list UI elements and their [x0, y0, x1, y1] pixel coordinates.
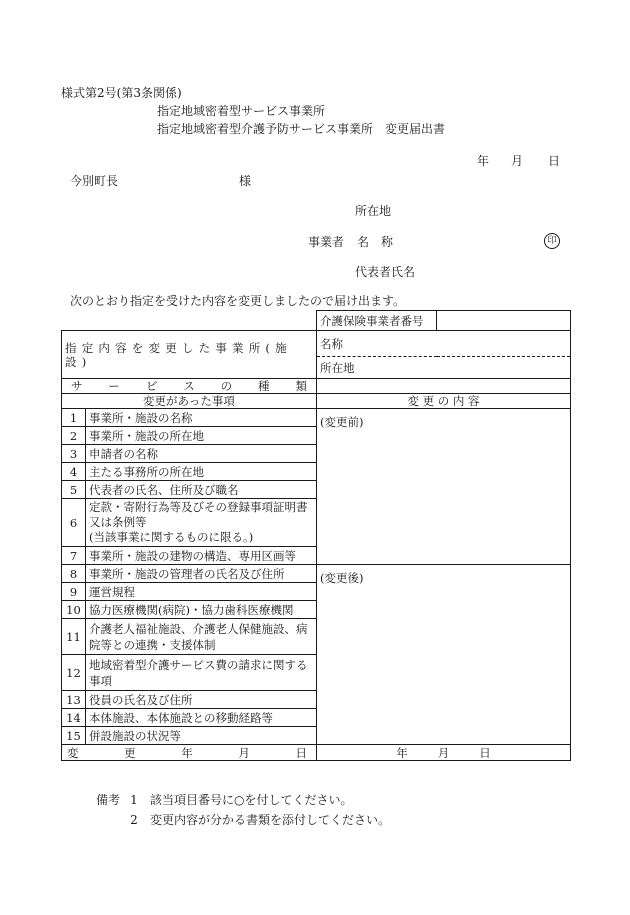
item-number[interactable]: 1 [62, 409, 86, 427]
item-text: 本体施設、本体施設との移動経路等 [86, 709, 317, 727]
item-text: 代表者の氏名、住所及び職名 [86, 481, 317, 499]
item-text: 事業所・施設の建物の構造、専用区画等 [86, 547, 317, 565]
facility-name-label: 名称 [320, 336, 343, 351]
notes-section [96, 790, 390, 830]
item-number[interactable]: 11 [62, 619, 86, 655]
insurance-number-label: 介護保険事業者番号 [317, 311, 437, 331]
item-number[interactable]: 14 [62, 709, 86, 727]
item-number[interactable]: 13 [62, 691, 86, 709]
after-change-label: (変更後) [320, 571, 364, 585]
item-number[interactable]: 9 [62, 583, 86, 601]
note-text: 変更内容が分かる書類を添付してください。 [150, 813, 391, 827]
seal-mark: 印 [544, 233, 560, 249]
addressee-suffix: 様 [239, 174, 252, 188]
date-day: 日 [548, 154, 561, 168]
change-notification-table [61, 310, 571, 761]
item-text: 事業所・施設の名称 [86, 409, 317, 427]
note-number: 2 [130, 813, 138, 827]
changed-items-header: 変更があった事項 [62, 394, 317, 409]
item-text: 役員の氏名及び住所 [86, 691, 317, 709]
item-number[interactable]: 2 [62, 427, 86, 445]
note-text: 該当項目番号に○を付してください。 [150, 793, 353, 807]
item-text: 申請者の名称 [86, 445, 317, 463]
applicant-address-label: 所在地 [355, 204, 392, 218]
note-row [96, 810, 390, 830]
addressee: 今別町長 [70, 174, 119, 188]
change-date-units: 年 月 日 [396, 745, 491, 760]
note-row [96, 790, 390, 810]
item-text: 定款・寄附行為等及びその登録事項証明書又は条例等 (当該事業に関するものに限る。) [86, 499, 317, 547]
applicant-business-label: 事業者 [308, 235, 345, 249]
item-number[interactable]: 5 [62, 481, 86, 499]
item-text: 併設施設の状況等 [86, 727, 317, 745]
item-number[interactable]: 8 [62, 565, 86, 583]
item-text: 事業所・施設の管理者の氏名及び住所 [86, 565, 317, 583]
date-month: 月 [511, 154, 524, 168]
service-type-label-cell [62, 379, 317, 394]
facility-label: 指定内容を変更した事業所(施設) [65, 340, 292, 369]
change-date-label-cell [62, 745, 317, 761]
service-type-label: サ ー ビ ス の 種 類 [71, 379, 307, 393]
item-text: 運営規程 [86, 583, 317, 601]
item-number[interactable]: 6 [62, 499, 86, 547]
item-number[interactable]: 10 [62, 601, 86, 619]
before-change-field[interactable] [317, 409, 571, 565]
before-change-label: (変更前) [320, 415, 364, 429]
item-number[interactable]: 7 [62, 547, 86, 565]
date-year: 年 [477, 154, 490, 168]
item-text: 協力医療機関(病院)・協力歯科医療機関 [86, 601, 317, 619]
facility-address-field[interactable] [317, 357, 571, 379]
applicant-name-label: 名 称 [357, 235, 394, 249]
notes-label: 備考 [96, 793, 121, 807]
item-number[interactable]: 4 [62, 463, 86, 481]
item-text: 地域密着型介護サービス費の請求に関する事項 [86, 655, 317, 691]
note-number: 1 [130, 793, 138, 807]
item-number[interactable]: 12 [62, 655, 86, 691]
intro-text: 次のとおり指定を受けた内容を変更しましたので届け出ます。 [70, 294, 406, 308]
item-text: 事業所・施設の所在地 [86, 427, 317, 445]
applicant-representative-label: 代表者氏名 [355, 265, 416, 279]
change-date-field[interactable] [317, 745, 571, 761]
item-number[interactable]: 15 [62, 727, 86, 745]
facility-address-label: 所在地 [320, 360, 355, 375]
title-line-2: 指定地域密着型介護予防サービス事業所 変更届出書 [157, 122, 446, 136]
title-line-1: 指定地域密着型サービス事業所 [157, 104, 326, 118]
item-number[interactable]: 3 [62, 445, 86, 463]
form-number: 様式第2号(第3条関係) [61, 86, 182, 100]
insurance-number-boxes[interactable] [437, 311, 571, 331]
after-change-field[interactable] [317, 565, 571, 745]
change-date-label: 変 更 年 月 日 [67, 745, 307, 760]
service-type-field[interactable] [317, 379, 571, 394]
item-text: 主たる事務所の所在地 [86, 463, 317, 481]
change-content-header: 変 更 の 内 容 [317, 394, 571, 409]
facility-label-cell [62, 331, 317, 379]
facility-name-field[interactable] [317, 331, 571, 357]
item-text: 介護老人福祉施設、介護老人保健施設、病院等との連携・支援体制 [86, 619, 317, 655]
